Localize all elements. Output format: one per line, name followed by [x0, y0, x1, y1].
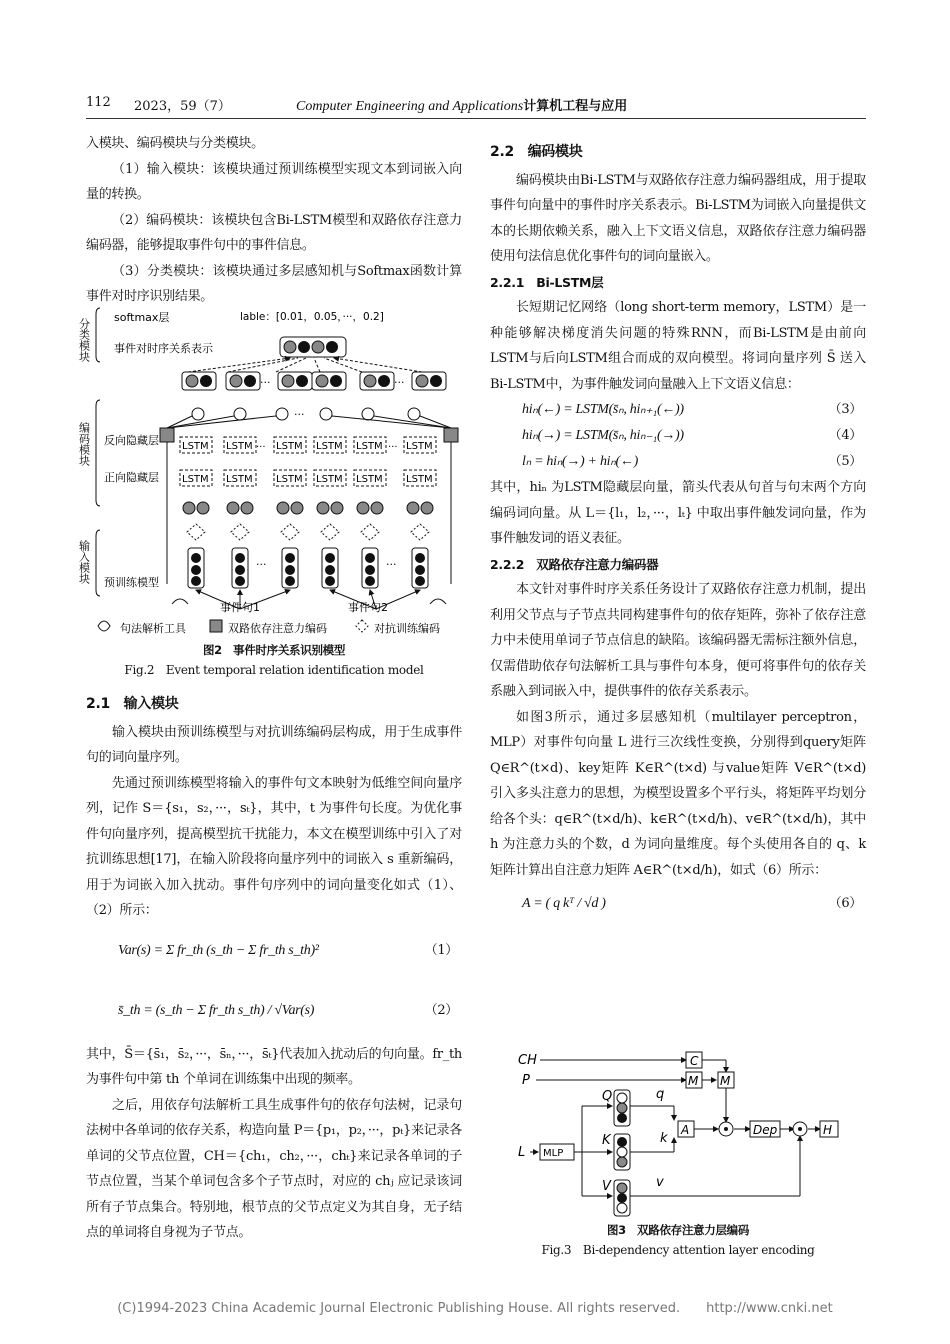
s21-para1: 输入模块由预训练模型与对抗训练编码层构成，用于生成事件句的词向量序列。 [86, 724, 462, 765]
lstm-backward-row [180, 437, 436, 453]
backward-layer-label: 反向隐藏层 [104, 434, 159, 447]
dots-b2: ··· [388, 442, 398, 453]
fig2-caption [86, 640, 462, 680]
equation-2 [86, 980, 462, 1042]
s222-para2: 如图3所示，通过多层感知机（multilayer perceptron，MLP）对事件句向量 L 进行三次线性变换，分别得到query矩阵 Q∈R^(t×d)、key矩阵 K∈R^(t×d) 与value矩阵 V∈R^(t×d) 引入多头注意力的思想，为模型设置多个平行头，将矩阵平均划分给各个头：q∈R^(t×d/h)、k∈R^(t×d/h)、v∈R^(t×d/h)，其中 h 为注意力头的个数，d 为词向量维度。每个头使用各自的 q、k 矩阵计算出自注意力矩阵 A∈R^(t×d/h)，如式（6）所示： [490, 709, 866, 878]
copyright-footer: (C)1994-2023 China Academic Journal Electronic Publishing House. All rights reserved. http://www.cnki.net [117, 1301, 833, 1316]
dots-tokens: ··· [256, 558, 267, 571]
equation-3-number: （3） [828, 402, 862, 417]
item-encoding-module: （2）编码模块：该模块包含Bi-LSTM模型和双路依存注意力编码器，能够提取事件句中的事件信息。 [86, 212, 462, 253]
equation-5-body: lₙ = hiₙ(→) + hiₙ(←) [522, 454, 638, 469]
section-2-2-1-title: 2.2.1 Bi-LSTM层 [490, 274, 604, 290]
fig3-mlp: MLP [543, 1148, 564, 1159]
fig3-A: A [681, 1123, 690, 1137]
fig3-H: H [823, 1123, 833, 1137]
item-classify-module: （3）分类模块：该模块通过多层感知机与Softmax函数计算事件对时序识别结果。 [86, 263, 462, 304]
lstm-b3: LSTM [276, 441, 303, 452]
fig3-v: v [656, 1175, 664, 1190]
fig3-p: P [522, 1073, 530, 1088]
lstm-forward-row [180, 470, 436, 486]
equation-4 [490, 423, 866, 449]
legend-parse-tool: 句法解析工具 [120, 622, 186, 635]
s22-para1: 编码模块由Bi-LSTM与双路依存注意力编码器组成，用于提取事件句向量中的事件时序关系表示。Bi-LSTM为词嵌入向量提供文本的长期依赖关系，融入上下文语义信息，双路依存注意力编码器使用句法信息优化事件句的词向量嵌入。 [490, 172, 866, 264]
lstm-f1: LSTM [182, 474, 209, 485]
sentence-1-label: 事件句1 [220, 601, 260, 614]
fig3-caption-en: Fig.3 Bi-dependency attention layer encoding [541, 1243, 815, 1257]
fig3-C: C [690, 1054, 699, 1068]
fig3-caption-cn: 图3 双路依存注意力层编码 [606, 1223, 750, 1237]
lstm-b2: LSTM [226, 441, 253, 452]
event-pair-nodes [182, 372, 446, 390]
equation-3 [490, 397, 866, 423]
figure-3-attention-diagram [510, 1046, 850, 1226]
lstm-f6: LSTM [406, 474, 433, 485]
running-header [86, 92, 866, 118]
dots-pairs-2: ··· [394, 376, 405, 389]
equation-4-number: （4） [828, 428, 862, 443]
equation-4-body: hiₙ(→) = LSTM(s̄ₙ, hiₙ₋₁(→)) [522, 428, 684, 443]
fig3-ch: CH [518, 1053, 537, 1068]
fig3-K: K [602, 1133, 611, 1148]
section-2-2-title: 2.2 编码模块 [490, 144, 583, 160]
fig3-l: L [518, 1145, 526, 1160]
fig3-k: k [660, 1131, 668, 1146]
pretrain-label: 预训练模型 [104, 576, 159, 589]
dots-tokens2: ··· [386, 558, 397, 571]
fig2-caption-en: Fig.2 Event temporal relation identification model [124, 663, 424, 677]
s21-para4: 之后，用依存句法解析工具生成事件句的依存句法树，记录句法树中各单词的依存关系，构造向量 P＝{p₁，p₂，···，pₜ}来记录各单词的父节点位置，CH＝{ch₁，ch₂，···，chₜ}来记录各单词的子节点位置，当某个单词包含多个子节点时，对应的 chⱼ 应记录该词所有子节点集合。特别地，根节点的父节点定义为其自身，无子结点的单词将自身视为子节点。 [86, 1097, 462, 1240]
intro-continued: 入模块、编码模块与分类模块。 [86, 136, 264, 151]
journal-title-en: Computer Engineering and Applications [296, 99, 524, 114]
equation-6-number: （6） [828, 896, 862, 911]
lable-values: lable：[0.01，0.05，···，0.2] [240, 311, 384, 323]
s221-para1: 长短期记忆网络（long short-term memory，LSTM）是一种能够解决梯度消失问题的特殊RNN，而Bi-LSTM是由前向LSTM与后向LSTM组合而成的双向模型。将词向量序列 S̄ 送入Bi-LSTM中，为事件触发词向量融入上下文语义信息： [490, 300, 866, 392]
fig2-caption-cn: 图2 事件时序关系识别模型 [202, 643, 346, 657]
fig3-q: q [656, 1087, 665, 1102]
s21-para2: 先通过预训练模型将输入的事件句文本映射为低维空间向量序列，记作 S＝{s₁，s₂，···，sₜ}，其中，t 为事件句长度。为优化事件句向量序列，提高模型抗干扰能力，本文在模型训练中引入了对抗训练思想[17]，在输入阶段将向量序列中的词嵌入 s 重新编码，用于为词嵌入加入扰动。事件句序列中的词向量变化如式（1）、（2）所示： [86, 775, 462, 918]
fig3-caption [490, 1220, 866, 1260]
figure-2-model-diagram [77, 304, 472, 640]
equation-2-body: s̄_th = (s_th − Σ fr_th s_th) / √Var(s) [118, 1002, 315, 1018]
equation-2-number: （2） [424, 1002, 458, 1018]
journal-title-cn: 计算机工程与应用 [523, 99, 628, 114]
label-encode-module: 编码模块 [77, 422, 91, 466]
forward-layer-label: 正向隐藏层 [104, 471, 159, 484]
sentence-2-label: 事件句2 [348, 601, 388, 614]
journal-title [296, 95, 627, 115]
lstm-b4: LSTM [316, 441, 343, 452]
s221-para2: 其中，hiₙ 为LSTM隐藏层向量，箭头代表从句首与句末两个方向编码词向量。从 L＝{l₁，l₂，···，lₜ} 中取出事件触发词向量，作为事件触发词的语义表征。 [490, 480, 866, 546]
softmax-label: softmax层 [114, 311, 170, 324]
s222-para1: 本文针对事件时序关系任务设计了双路依存注意力机制，提出利用父节点与子节点共同构建事件句的依存矩阵，弥补了依存注意力中未使用单词子节点信息的缺陷。该编码器无需标注额外信息，仅需借助依存句法解析工具与事件句本身，便可将事件句的依存关系融入到词嵌入中，提供事件的依存关系表示。 [490, 582, 866, 699]
lstm-f3: LSTM [276, 474, 303, 485]
label-classify-module: 分类模块 [77, 318, 91, 362]
fig3-V: V [602, 1179, 611, 1194]
page-number: 112 [86, 95, 111, 110]
left-column-section21 [86, 690, 462, 1246]
event-pair-label: 事件对时序关系表示 [114, 342, 213, 355]
lstm-f5: LSTM [356, 474, 383, 485]
year-volume: 2023，59（7） [134, 99, 231, 114]
equation-1 [86, 924, 462, 980]
fig3-Dep: Dep [753, 1123, 778, 1137]
lstm-b6: LSTM [406, 441, 433, 452]
legend-dep-encoding: 双路依存注意力编码 [228, 622, 327, 635]
fig3-M2: M [720, 1074, 731, 1088]
section-2-1-title: 2.1 输入模块 [86, 696, 179, 712]
label-input-module: 输入模块 [77, 540, 91, 584]
equation-5 [490, 449, 866, 475]
fig3-M1: M [688, 1074, 699, 1088]
equation-3-body: hiₙ(←) = LSTM(s̄ₙ, hiₙ₊₁(←)) [522, 402, 684, 417]
equation-6-body: A = ( q kᵀ / √d ) [522, 896, 606, 911]
section-2-2-2-title: 2.2.2 双路依存注意力编码器 [490, 556, 659, 572]
item-input-module: （1）输入模块：该模块通过预训练模型实现文本到词嵌入向量的转换。 [86, 161, 462, 202]
equation-5-number: （5） [828, 454, 862, 469]
lstm-f2: LSTM [226, 474, 253, 485]
equation-6 [490, 883, 866, 923]
fig3-Q: Q [602, 1089, 613, 1104]
lstm-b5: LSTM [356, 441, 383, 452]
right-column [490, 138, 866, 923]
equation-1-number: （1） [424, 942, 458, 958]
dots-hidden: ··· [294, 408, 305, 421]
equation-1-body: Var(s) = Σ fr_th (s_th − Σ fr_th s_th)² [118, 942, 319, 958]
dots-pairs: ··· [260, 376, 271, 389]
legend-adv-encoding: 对抗训练编码 [374, 622, 440, 635]
s21-para3: 其中，S̄＝{s̄₁，s̄₂，···，s̄ₙ，···，s̄ₜ}代表加入扰动后的句向量。fr_th 为事件句中第 th 个单词在训练集中出现的频率。 [86, 1046, 462, 1087]
lstm-f4: LSTM [316, 474, 343, 485]
lstm-b1: LSTM [182, 441, 209, 452]
left-column [86, 131, 462, 310]
header-rule [86, 118, 866, 119]
dots-b: ··· [256, 442, 266, 453]
